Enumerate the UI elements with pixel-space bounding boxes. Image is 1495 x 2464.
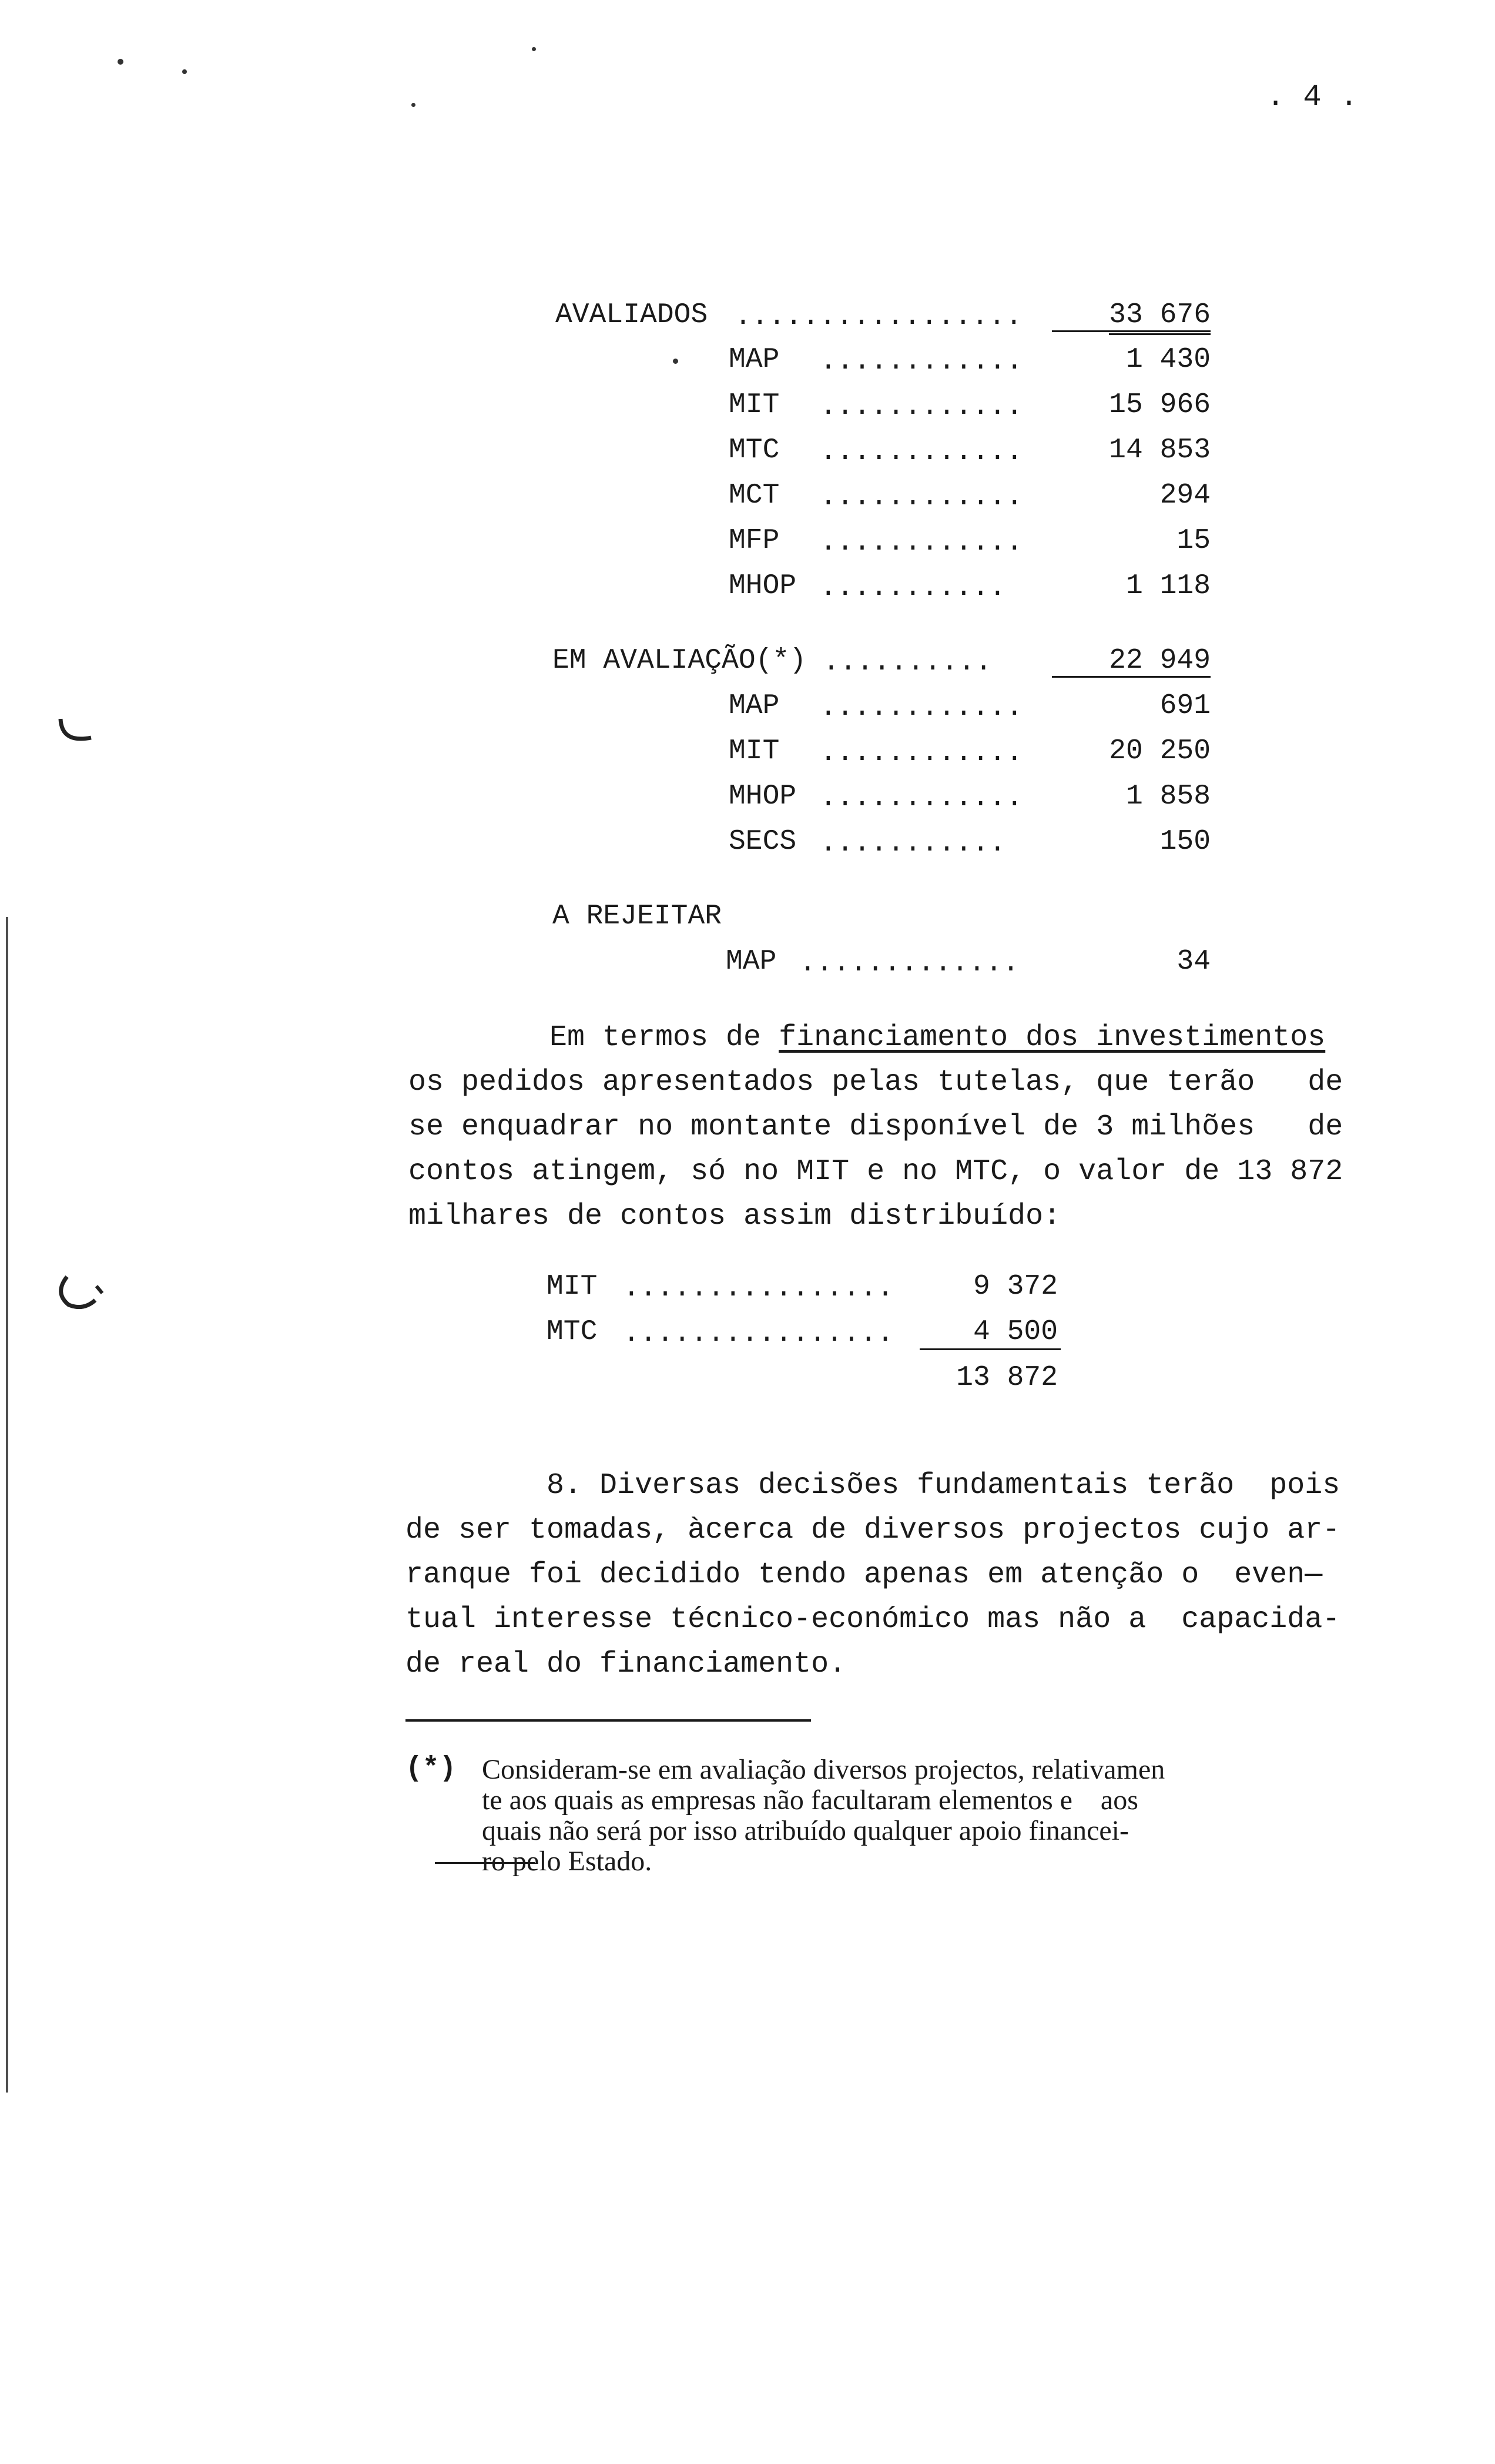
dot-leader: ............: [820, 346, 1023, 377]
scan-speck: [182, 69, 187, 74]
group-title: AVALIADOS: [555, 299, 708, 331]
group-total: [1052, 647, 1211, 675]
total-underline: [1052, 330, 1211, 332]
paragraph-line: os pedidos apresentados pelas tutelas, que terão de: [408, 1066, 1343, 1099]
group-total: [1052, 301, 1211, 329]
dot-leader: ..........: [823, 647, 993, 678]
dot-leader: .................: [735, 301, 1023, 333]
scan-speck: [532, 47, 536, 51]
paragraph-lead: Em termos de: [549, 1021, 779, 1054]
row-label: MAP: [729, 344, 780, 376]
dot-leader: ............: [820, 436, 1023, 468]
row-value: 1 430: [1125, 344, 1211, 376]
scan-speck: [411, 103, 415, 107]
binder-hole-mark: [56, 714, 103, 761]
distribution-total: 13 872: [956, 1362, 1058, 1394]
dot-leader: .............: [799, 948, 1020, 979]
footnote-marker: (*): [405, 1753, 457, 1785]
row-value: 1 118: [1125, 570, 1211, 602]
footnote-line: Consideram-se em avaliação diversos projectos, relativamen: [482, 1754, 1165, 1785]
row-label: MHOP: [729, 570, 797, 602]
underlined-phrase: financiamento dos investimentos: [779, 1021, 1326, 1054]
scan-speck: [673, 359, 678, 364]
paragraph-line: milhares de contos assim distribuído:: [408, 1200, 1061, 1233]
row-label: MAP: [726, 946, 777, 977]
row-value: 150: [1159, 826, 1211, 858]
row-label: MIT: [729, 389, 780, 421]
row-label: SECS: [729, 826, 797, 858]
distribution-label: MIT: [547, 1271, 598, 1303]
footnote-line: quais não será por isso atribuído qualquer apoio financei-: [482, 1815, 1129, 1846]
row-label: MHOP: [729, 781, 797, 812]
paragraph-line: ranque foi decidido tendo apenas em atenção o even—: [405, 1558, 1323, 1592]
scan-edge-line: [6, 917, 8, 2093]
row-label: MAP: [729, 690, 780, 722]
dot-leader: ............: [820, 527, 1023, 558]
paragraph-line: se enquadrar no montante disponível de 3 milhões de: [408, 1110, 1343, 1144]
row-value: 34: [1176, 946, 1211, 977]
row-value: 691: [1159, 690, 1211, 722]
footnote-line: te aos quais as empresas não facultaram elementos e aos: [482, 1785, 1138, 1816]
dot-leader: ............: [820, 737, 1023, 769]
row-value: 294: [1159, 480, 1211, 511]
group-title: EM AVALIAÇÃO(*): [552, 645, 807, 677]
strike-line: [435, 1862, 535, 1864]
row-label: MTC: [729, 434, 780, 466]
row-value: 20 250: [1109, 735, 1211, 767]
dot-leader: ................: [623, 1273, 894, 1304]
row-label: MFP: [729, 525, 780, 557]
scan-speck: [118, 59, 123, 65]
footnote-line: ro pelo Estado.: [482, 1846, 652, 1877]
paragraph-line: de ser tomadas, àcerca de diversos projectos cujo ar-: [405, 1514, 1340, 1547]
paragraph-line: 8. Diversas decisões fundamentais terão pois: [405, 1469, 1340, 1502]
sum-underline: [920, 1348, 1061, 1350]
row-value: 15 966: [1109, 389, 1211, 421]
dot-leader: ...........: [820, 828, 1006, 859]
paragraph-line: tual interesse técnico-económico mas não a capacida-: [405, 1603, 1340, 1636]
row-value: 1 858: [1125, 781, 1211, 812]
distribution-value: 4 500: [973, 1316, 1058, 1348]
paragraph-line: contos atingem, só no MIT e no MTC, o valor de 13 872: [408, 1155, 1343, 1189]
dot-leader: ............: [820, 782, 1023, 814]
distribution-label: MTC: [547, 1316, 598, 1348]
row-label: MIT: [729, 735, 780, 767]
binder-hole-mark: [54, 1270, 107, 1323]
paragraph-first-line: [549, 1016, 1325, 1060]
group-total-value: 22 949: [1109, 645, 1211, 677]
paragraph-line: de real do financiamento.: [405, 1648, 847, 1681]
dot-leader: ............: [820, 692, 1023, 724]
dot-leader: ............: [820, 481, 1023, 513]
group-title: A REJEITAR: [552, 900, 722, 932]
row-value: 14 853: [1109, 434, 1211, 466]
page-number: . 4 .: [1266, 80, 1359, 115]
dot-leader: ................: [623, 1318, 894, 1350]
dot-leader: ............: [820, 391, 1023, 423]
total-underline: [1052, 676, 1211, 678]
group-total-value: 33 676: [1109, 299, 1211, 335]
row-label: MCT: [729, 480, 780, 511]
footnote-separator: [405, 1719, 811, 1722]
row-value: 15: [1176, 525, 1211, 557]
distribution-value: 9 372: [973, 1271, 1058, 1303]
dot-leader: ...........: [820, 572, 1006, 604]
